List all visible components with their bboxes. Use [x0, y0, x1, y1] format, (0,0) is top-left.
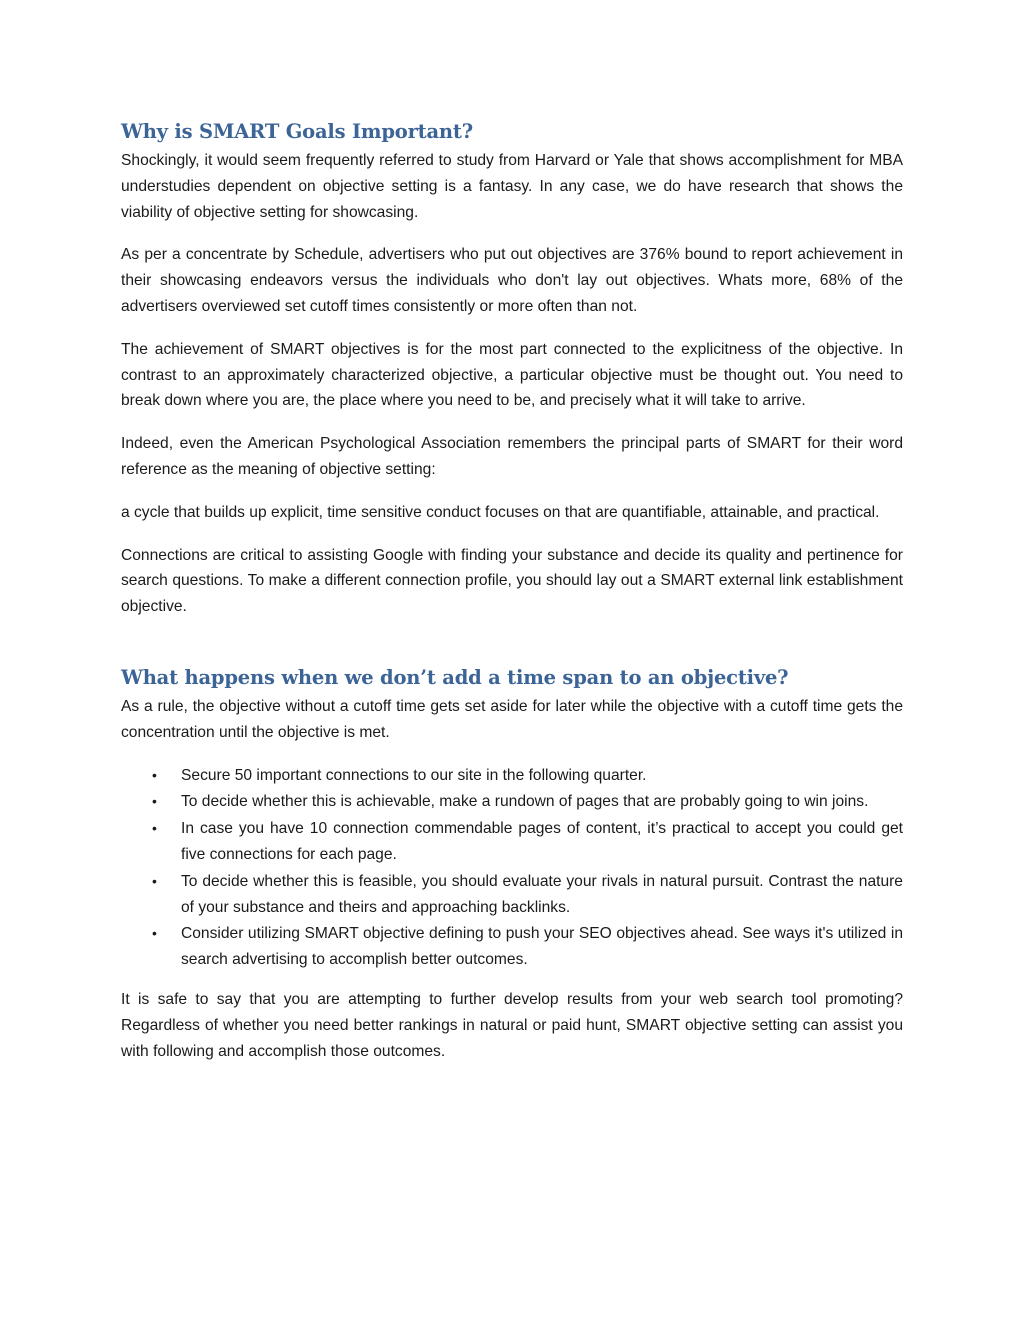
bullet-icon: • — [152, 820, 157, 837]
bullet-icon: • — [152, 872, 157, 889]
bullet-icon: • — [152, 766, 157, 783]
paragraph: Shockingly, it would seem frequently referred to study from Harvard or Yale that shows accomplishment for MBA understudies dependent on objective setting is a fantasy. In any case, we do have research that shows the viability of objective setting for showcasing. — [121, 152, 903, 221]
paragraph: a cycle that builds up explicit, time sensitive conduct focuses on that are quantifiable, attainable, and practical. — [121, 503, 880, 521]
bullet-icon: • — [152, 793, 157, 810]
list-item-text: To decide whether this is achievable, make a rundown of pages that are probably going to win joins. — [181, 793, 869, 811]
list-item-text: In case you have 10 connection commendable pages of content, it’s practical to accept you could get five connections for each page. — [181, 820, 903, 863]
bullet-list — [121, 763, 903, 973]
list-item-text: To decide whether this is feasible, you should evaluate your rivals in natural pursuit. Contrast the nature of your substance and theirs and approaching backlinks. — [181, 872, 903, 916]
list-item — [121, 789, 903, 815]
bullet-icon: • — [152, 925, 157, 942]
paragraph: The achievement of SMART objectives is for the most part connected to the explicitness of the objective. In contrast to an approximately characterized objective, a particular objective must be thought out. You need to break down where you are, the place where you need to be, and precisely what it will take to arrive. — [121, 340, 903, 410]
list-item-text: Consider utilizing SMART objective defining to push your SEO objectives ahead. See ways it's utilized in search advertising to accomplish better outcomes. — [181, 925, 903, 969]
paragraph: Connections are critical to assisting Google with finding your substance and decide its quality and pertinence for search questions. To make a different connection profile, you should lay out a SMART external link establishment objective. — [121, 546, 903, 616]
paragraph: Indeed, even the American Psychological Association remembers the principal parts of SMART for their word reference as the meaning of objective setting: — [121, 435, 903, 478]
list-item-text: Secure 50 important connections to our site in the following quarter. — [181, 766, 647, 784]
list-item — [121, 921, 903, 973]
section-heading-smart-goals: Why is SMART Goals Important? — [121, 120, 473, 143]
list-item — [121, 869, 903, 921]
paragraph-intro: As a rule, the objective without a cutoff time gets set aside for later while the objective with a cutoff time gets the concentration until the objective is met. — [121, 697, 903, 741]
paragraph: As per a concentrate by Schedule, advertisers who put out objectives are 376% bound to report achievement in their showcasing endeavors versus the individuals who don't lay out objectives. Whats more, 68% of the advertisers overviewed set cutoff times consistently or more often than not. — [121, 246, 903, 315]
list-item — [121, 763, 903, 789]
paragraph-closing: It is safe to say that you are attempting to further develop results from your web search tool promoting? Regardless of whether you need better rankings in natural or paid hunt, SMART objective setting can assist you with following and accomplish those outcomes. — [121, 990, 903, 1060]
list-item — [121, 816, 903, 868]
document-page — [121, 118, 903, 1081]
section-heading-time-span: What happens when we don’t add a time span to an objective? — [121, 665, 789, 689]
